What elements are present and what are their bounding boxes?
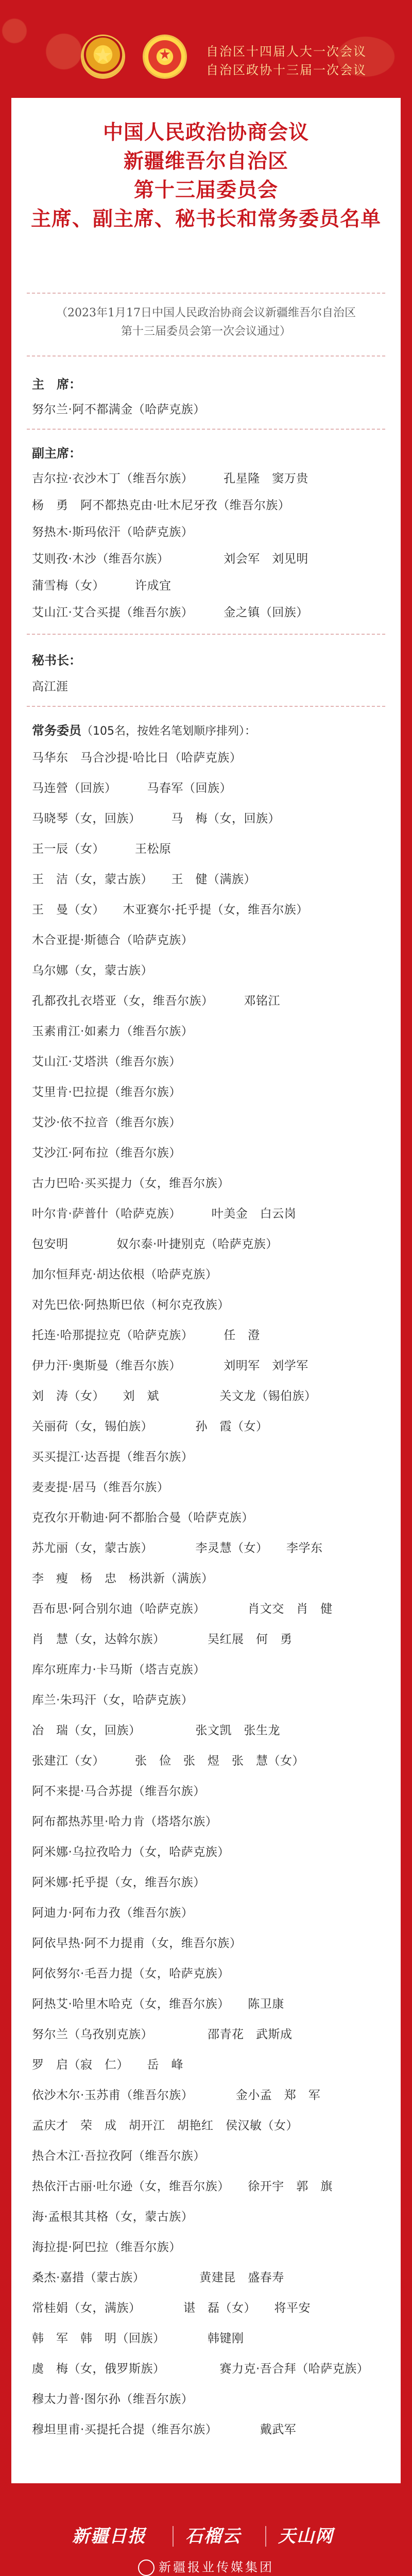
standing-member-line: 孟庆才 荣 成 胡开江 胡艳红 侯汉敏（女） — [32, 2119, 298, 2132]
secretary-general-heading: 秘书长： — [32, 653, 81, 668]
chairman-heading: 主 席： — [32, 377, 81, 392]
group-mark-icon — [138, 2560, 154, 2576]
session-names — [206, 42, 367, 79]
vice-chairman-line: 努热木·斯玛依汗（哈萨克族） — [32, 526, 194, 539]
header-band — [0, 0, 412, 95]
standing-members-title: 常务委员 — [32, 723, 81, 738]
divider — [27, 634, 385, 635]
divider — [27, 355, 385, 357]
name-list-card — [11, 98, 401, 2483]
standing-member-line: 关丽荷（女，锡伯族） 孙 霞（女） — [32, 1420, 268, 1433]
standing-member-line: 马华东 马合沙提·哈比日（哈萨克族） — [32, 751, 242, 765]
standing-member-line: 阿不来提·马合苏提（维吾尔族） — [32, 1785, 205, 1798]
shiliuyun-logo: 石榴云 — [185, 2526, 241, 2547]
standing-member-line: 玉素甫江·如素力（维吾尔族） — [32, 1025, 194, 1038]
standing-member-line: 李 瘦 杨 忠 杨洪新（满族） — [32, 1572, 214, 1585]
emblem-group — [82, 36, 201, 82]
media-logos — [62, 2522, 350, 2553]
title-line: 第十三届委员会 — [133, 179, 278, 202]
vice-chairman-line: 吉尔拉·衣沙木丁（维吾尔族） 孔星隆 窦万贵 — [32, 472, 308, 485]
standing-member-line: 阿迪力·阿布力孜（维吾尔族） — [32, 1906, 194, 1920]
vice-chairman-line: 艾则孜·木沙（维吾尔族） 刘会军 刘见明 — [32, 552, 308, 566]
session-line: 自治区十四届人大一次会议 — [206, 44, 367, 59]
standing-member-line: 包安明 奴尔泰·叶捷别克（哈萨克族） — [32, 1238, 278, 1251]
group-name-text: 新疆报业传媒集团 — [159, 2560, 274, 2574]
standing-member-line: 麦麦提·居马（维吾尔族） — [32, 1481, 169, 1494]
standing-member-line: 王 曼（女） 木亚赛尔·托乎提（女，维吾尔族） — [32, 903, 308, 917]
title-line: 中国人民政治协商会议 — [102, 121, 309, 144]
standing-member-line: 伊力汗·奥斯曼（维吾尔族） 刘明军 刘学军 — [32, 1359, 308, 1372]
standing-member-line: 马晓琴（女，回族） 马 梅（女，回族） — [32, 812, 280, 825]
standing-member-line: 冶 瑞（女，回族） 张文凯 张生龙 — [32, 1724, 280, 1737]
standing-member-line: 苏尤丽（女，蒙古族） 李灵慧（女） 李学东 — [32, 1541, 323, 1555]
standing-member-line: 桑杰·嘉措（蒙古族） 黄建昆 盛春寿 — [32, 2271, 284, 2284]
standing-member-line: 热依汗古丽·吐尔逊（女，维吾尔族） 徐开宇 郭 旗 — [32, 2180, 333, 2193]
document-title — [11, 118, 401, 234]
standing-member-line: 孔都孜扎衣塔亚（女，维吾尔族） 邓铭江 — [32, 994, 280, 1008]
standing-member-line: 克孜尔开勒迪·阿不都胎合曼（哈萨克族） — [32, 1511, 254, 1524]
standing-member-line: 阿米娜·乌拉孜哈力（女，哈萨克族） — [32, 1845, 230, 1859]
tianshan-net-logo: 天山网 — [278, 2526, 334, 2547]
standing-member-line: 买买提江·达吾提（维吾尔族） — [32, 1450, 194, 1464]
title-line: 新疆维吾尔自治区 — [123, 150, 288, 173]
standing-member-line: 艾里肯·巴拉提（维吾尔族） — [32, 1086, 181, 1099]
xinjiang-daily-logo: 新疆日报 — [72, 2526, 146, 2547]
standing-member-line: 古力巴哈·买买提力（女，维吾尔族） — [32, 1177, 230, 1190]
standing-members-note: （105名，按姓名笔划顺序排列）： — [81, 725, 256, 738]
adoption-note-line: 第十三届委员会第一次会议通过） — [121, 325, 291, 338]
standing-member-line: 阿布都热苏里·哈力肯（塔塔尔族） — [32, 1815, 218, 1828]
logo-separator — [173, 2526, 174, 2547]
standing-member-line: 刘 涛（女） 刘 斌 关文龙（锡伯族） — [32, 1389, 317, 1403]
standing-member-line: 阿依努尔·毛吾力提（女，哈萨克族） — [32, 1967, 230, 1980]
standing-member-line: 艾山江·艾塔洪（维吾尔族） — [32, 1055, 181, 1069]
standing-member-line: 库尔班库力·卡马斯（塔吉克族） — [32, 1663, 205, 1676]
standing-member-line: 阿依早热·阿不力提甫（女，维吾尔族） — [32, 1937, 242, 1950]
standing-member-line: 马连營（回族） 马春军（回族） — [32, 782, 232, 795]
national-emblem-icon — [82, 36, 124, 77]
standing-member-line: 库兰·朱玛汗（女，哈萨克族） — [32, 1693, 194, 1707]
adoption-note — [27, 304, 385, 341]
adoption-note-line: （2023年1月17日中国人民政治协商会议新疆维吾尔自治区 — [56, 307, 356, 319]
standing-member-line: 罗 启（寂 仁） 岳 峰 — [32, 2058, 183, 2072]
divider — [27, 429, 385, 430]
standing-member-line: 穆坦里甫·买提托合提（维吾尔族） 戴武军 — [32, 2423, 297, 2436]
footer-group-name — [0, 2557, 412, 2576]
session-line: 自治区政协十三届一次会议 — [206, 63, 367, 77]
standing-member-line: 阿热艾·哈里木哈克（女，维吾尔族） 陈卫康 — [32, 1997, 284, 2011]
chairman-name: 努尔兰·阿不都满金（哈萨克族） — [32, 403, 205, 416]
standing-member-line: 穆太力普·图尔孙（维吾尔族） — [32, 2393, 194, 2406]
cppcc-emblem-icon — [144, 36, 185, 77]
standing-member-line: 常桂娟（女，满族） 谌 磊（女） 将平安 — [32, 2301, 311, 2315]
standing-member-line: 韩 军 韩 明（回族） 韩键刚 — [32, 2332, 244, 2345]
standing-members-heading — [32, 720, 256, 738]
standing-member-line: 艾沙江·阿布拉（维吾尔族） — [32, 1146, 181, 1160]
standing-member-line: 热合木江·吾拉孜阿（维吾尔族） — [32, 2149, 205, 2163]
standing-member-line: 艾沙·依不拉音（维吾尔族） — [32, 1116, 181, 1129]
secretary-general-name: 高江涯 — [32, 680, 68, 693]
divider — [27, 293, 385, 294]
vice-chairman-line: 杨 勇 阿不都热克由·吐木尼牙孜（维吾尔族） — [32, 499, 290, 512]
standing-member-line: 虞 梅（女，俄罗斯族） 赛力克·吾合拜（哈萨克族） — [32, 2362, 369, 2376]
vice-chairman-line: 艾山江·艾合买提（维吾尔族） 金之镇（回族） — [32, 606, 308, 619]
standing-member-line: 王一辰（女） 王松原 — [32, 842, 171, 856]
standing-member-line: 加尔恒拜克·胡达依根（哈萨克族） — [32, 1268, 218, 1281]
vice-chairman-line: 蒲雪梅（女） 许成宜 — [32, 579, 171, 592]
standing-member-line: 吾布思·阿合别尔迪（哈萨克族） 肖文交 肖 健 — [32, 1602, 333, 1616]
divider — [27, 706, 385, 707]
standing-member-line: 肖 慧（女，达斡尔族） 吴红展 何 勇 — [32, 1633, 293, 1646]
standing-member-line: 对先巴依·阿热斯巴依（柯尔克孜族） — [32, 1298, 230, 1312]
standing-member-line: 叶尔肯·萨普什（哈萨克族） 叶美金 白云岗 — [32, 1207, 297, 1221]
title-line: 主席、副主席、秘书长和常务委员名单 — [30, 208, 381, 231]
standing-member-line: 乌尔娜（女，蒙古族） — [32, 964, 153, 977]
logo-separator — [265, 2526, 266, 2547]
standing-member-line: 阿米娜·托乎提（女，维吾尔族） — [32, 1876, 205, 1889]
standing-member-line: 依沙木尔·玉苏甫（维吾尔族） 金小孟 郑 军 — [32, 2089, 321, 2102]
standing-member-line: 托连·哈那提拉克（哈萨克族） 任 澄 — [32, 1329, 260, 1342]
standing-member-line: 王 洁（女，蒙古族） 王 健（满族） — [32, 873, 256, 886]
standing-member-line: 努尔兰（乌孜别克族） 邵青花 武斯成 — [32, 2028, 293, 2041]
standing-member-line: 海·孟根其其格（女，蒙古族） — [32, 2210, 194, 2224]
vice-chairmen-heading: 副主席： — [32, 446, 81, 461]
standing-member-line: 木合亚提·斯德合（哈萨克族） — [32, 934, 194, 947]
standing-member-line: 张建江（女） 张 俭 张 煜 张 慧（女） — [32, 1754, 304, 1768]
footer — [0, 2506, 412, 2576]
standing-member-line: 海拉提·阿巴拉（维吾尔族） — [32, 2241, 181, 2254]
